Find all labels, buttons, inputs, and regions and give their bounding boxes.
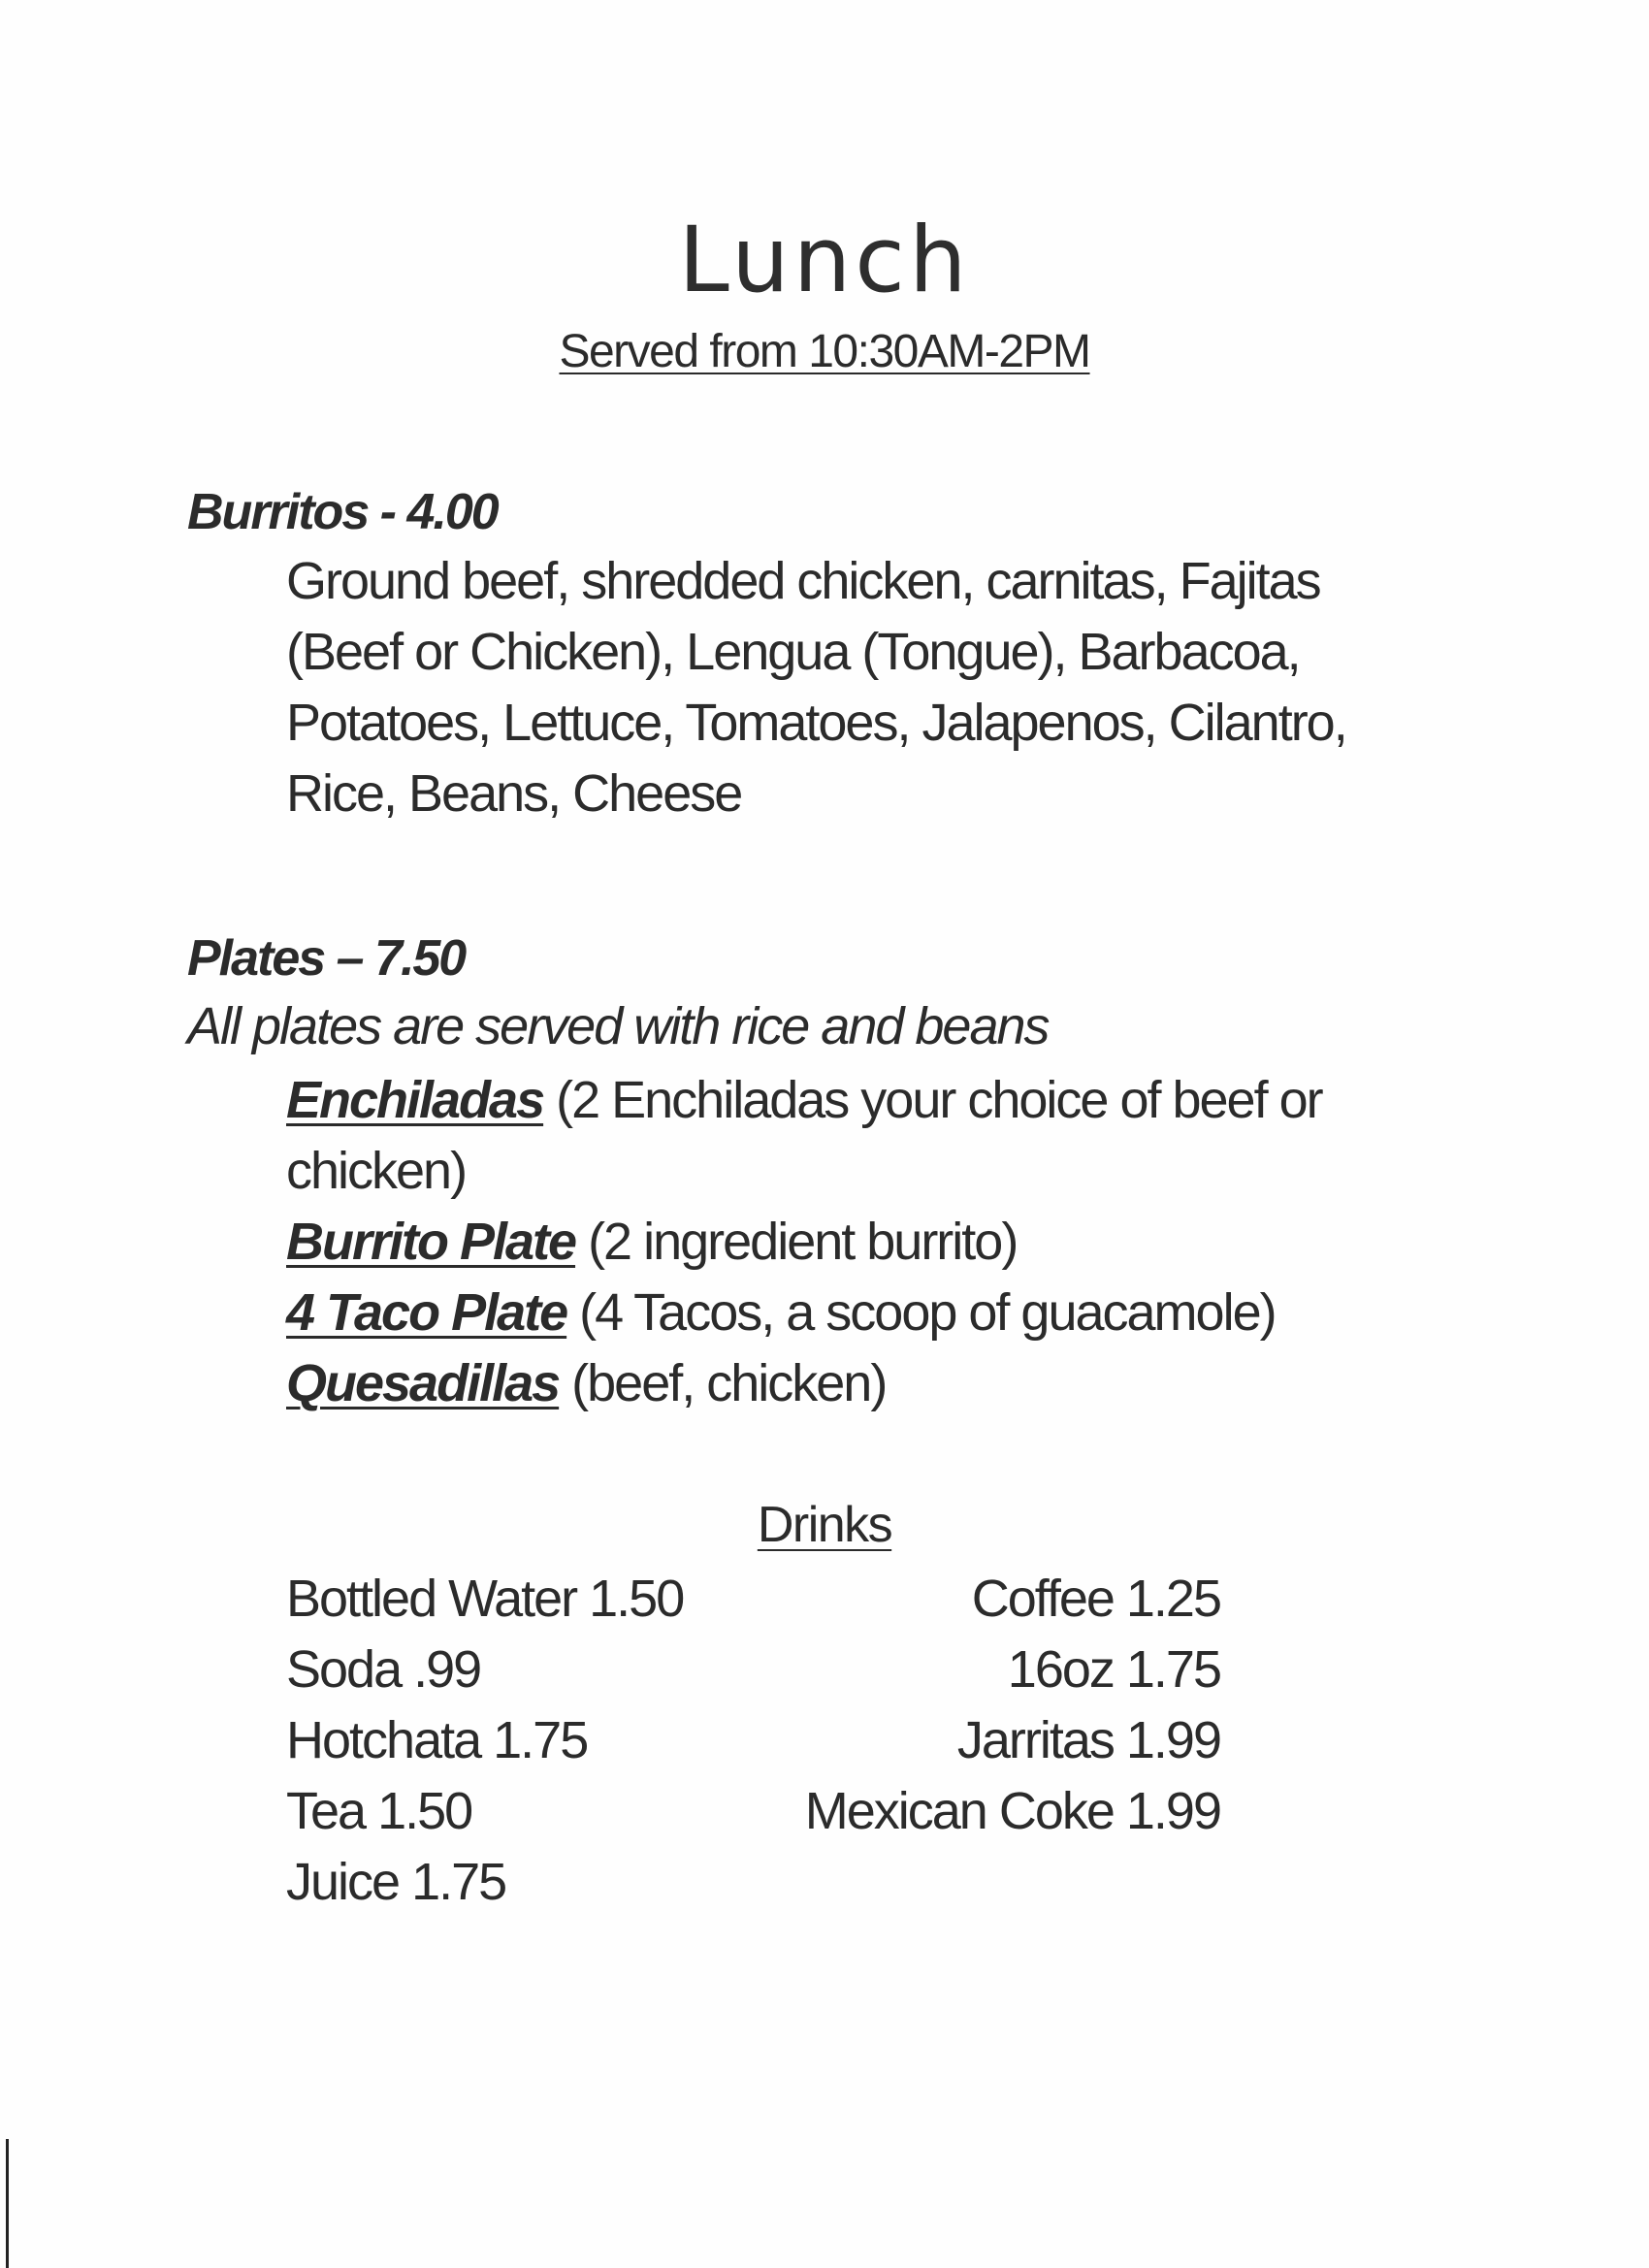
plate-desc: (2 Enchiladas your choice of beef or bbox=[543, 1071, 1322, 1129]
plates-heading: Plates – 7.50 bbox=[187, 930, 466, 987]
drinks-right-column bbox=[805, 1564, 1220, 1847]
plates-list bbox=[286, 1065, 1322, 1419]
plate-desc: (2 ingredient burrito) bbox=[575, 1213, 1018, 1271]
plate-item-enchiladas bbox=[286, 1065, 1322, 1136]
plate-item-enchiladas-cont bbox=[286, 1136, 1322, 1207]
drinks-left-column bbox=[286, 1564, 683, 1918]
burritos-ingredients bbox=[286, 546, 1346, 829]
burritos-heading: Burritos - 4.00 bbox=[187, 484, 498, 540]
scan-edge-mark bbox=[6, 2139, 9, 2268]
plate-name: Burrito Plate bbox=[286, 1213, 576, 1271]
drink-item: Tea 1.50 bbox=[286, 1782, 472, 1840]
burritos-line: (Beef or Chicken), Lengua (Tongue), Barbacoa, bbox=[286, 623, 1300, 681]
drink-item: Coffee 1.25 bbox=[971, 1570, 1220, 1628]
plates-note: All plates are served with rice and beans bbox=[187, 997, 1049, 1055]
plate-name: Quesadillas bbox=[286, 1354, 560, 1412]
served-hours: Served from 10:30AM-2PM bbox=[559, 326, 1090, 377]
drinks-heading: Drinks bbox=[757, 1497, 892, 1553]
plate-name: 4 Taco Plate bbox=[286, 1283, 567, 1342]
burritos-line: Rice, Beans, Cheese bbox=[286, 764, 742, 823]
drink-item: Hotchata 1.75 bbox=[286, 1711, 588, 1769]
plate-desc: chicken) bbox=[286, 1142, 467, 1200]
burritos-line: Ground beef, shredded chicken, carnitas, Fajitas bbox=[286, 552, 1320, 610]
drink-item: Juice 1.75 bbox=[286, 1853, 506, 1911]
plate-name: Enchiladas bbox=[286, 1071, 544, 1129]
drink-item: Jarritas 1.99 bbox=[956, 1711, 1220, 1769]
menu-title: Lunch bbox=[678, 208, 971, 313]
drink-item: Soda .99 bbox=[286, 1640, 481, 1699]
plate-desc: (beef, chicken) bbox=[559, 1354, 887, 1412]
burritos-line: Potatoes, Lettuce, Tomatoes, Jalapenos, Cilantro, bbox=[286, 694, 1346, 752]
drink-item: Mexican Coke 1.99 bbox=[804, 1782, 1220, 1840]
plate-item-quesadillas bbox=[286, 1348, 1322, 1419]
plate-desc: (4 Tacos, a scoop of guacamole) bbox=[566, 1283, 1276, 1342]
drink-item: 16oz 1.75 bbox=[1007, 1640, 1220, 1699]
drink-item: Bottled Water 1.50 bbox=[286, 1570, 684, 1628]
plate-item-burrito-plate bbox=[286, 1207, 1322, 1278]
plate-item-taco-plate bbox=[286, 1278, 1322, 1348]
